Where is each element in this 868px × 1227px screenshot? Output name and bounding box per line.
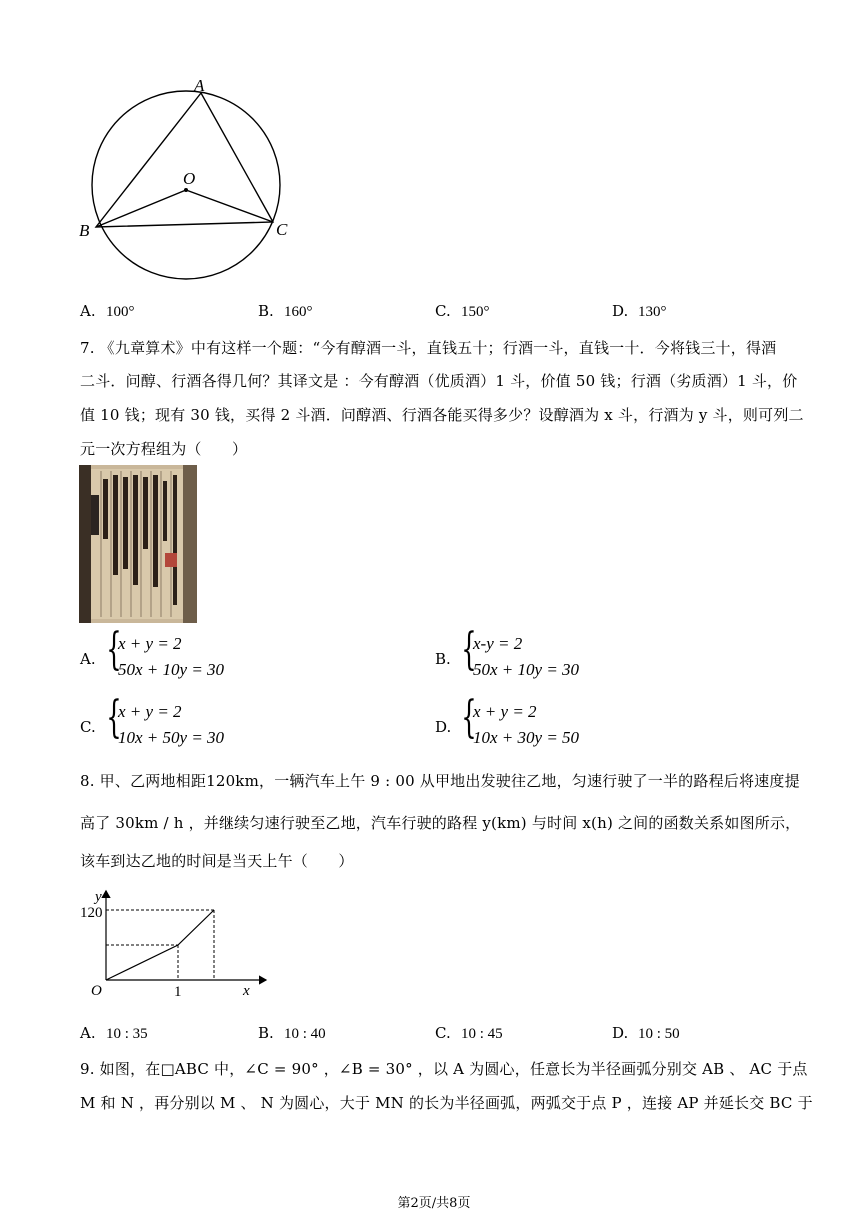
q7-line-1: 7. 《九章算术》中有这样一个题：“今有醇酒一斗，直钱五十；行酒一斗，直钱一十．今将钱三十，得酒 (80, 339, 777, 357)
q7-line-3: 值 10 钱；现有 30 钱，买得 2 斗酒．问醇酒、行酒各能买得多少？设醇酒为 x 斗，行酒为 y 斗，则可列二 (80, 406, 804, 424)
q7-option-b-label: B. (435, 650, 451, 668)
q8-line-2: 高了 30km / h ，并继续匀速行驶至乙地，汽车行驶的路程 y(km) 与时间 x(h) 之间的函数关系如图所示， (80, 814, 801, 832)
q9-line-1: 9. 如图，在□ABC 中，∠C = 90° ，∠B = 30° ，以 A 为圆心，任意长为半径画弧分别交 AB 、 AC 于点 (80, 1060, 808, 1078)
segments-ob-oc (96, 190, 273, 227)
q8-line-3: 该车到达乙地的时间是当天上午（ ） (80, 852, 354, 870)
y-tick-120: 120 (80, 905, 103, 921)
label-o: O (183, 169, 196, 188)
q6-option-d: D. 130° (612, 302, 667, 320)
q6-option-c: C. 150° (435, 302, 490, 320)
q7-option-a-label: A. (80, 650, 96, 668)
q7-option-d-label: D. (435, 718, 452, 736)
q8-line-1: 8. 甲、乙两地相距120km，一辆汽车上午 9 : 00 从甲地出发驶往乙地，匀速行驶了一半的路程后将速度提 (80, 772, 800, 790)
page-footer: 第2页/共8页 (397, 1196, 471, 1211)
y-axis-label: y (95, 889, 102, 905)
q8-option-b: B. 10 : 40 (258, 1024, 326, 1042)
x-tick-1: 1 (174, 984, 182, 1000)
origin-label: O (91, 983, 102, 999)
q9-line-2: M 和 N ，再分别以 M 、 N 为圆心，大于 MN 的长为半径画弧，两弧交于点 P ，连接 AP 并延长交 BC 于 (80, 1094, 813, 1112)
q8-distance-time-graph (78, 885, 278, 1005)
ancient-book-photo (79, 465, 197, 623)
label-a: A (194, 76, 205, 95)
q6-circle-figure (70, 70, 310, 300)
x-axis-label: x (243, 983, 250, 999)
q7-line-2: 二斗．问醇、行酒各得几何？其译文是 ：今有醇酒（优质酒）1 斗，价值 50 钱；行酒（劣质酒）1 斗，价 (80, 372, 798, 390)
q8-option-d: D. 10 : 50 (612, 1024, 680, 1042)
center-dot (184, 188, 188, 192)
q7-option-c-label: C. (80, 718, 96, 736)
q7-line-4: 元一次方程组为（ ） (80, 440, 248, 458)
q8-option-c: C. 10 : 45 (435, 1024, 503, 1042)
q8-option-a: A. 10 : 35 (80, 1024, 148, 1042)
q6-option-b: B. 160° (258, 302, 313, 320)
label-c: C (276, 220, 288, 239)
q6-option-a: A. 100° (80, 302, 135, 320)
label-b: B (79, 221, 90, 240)
